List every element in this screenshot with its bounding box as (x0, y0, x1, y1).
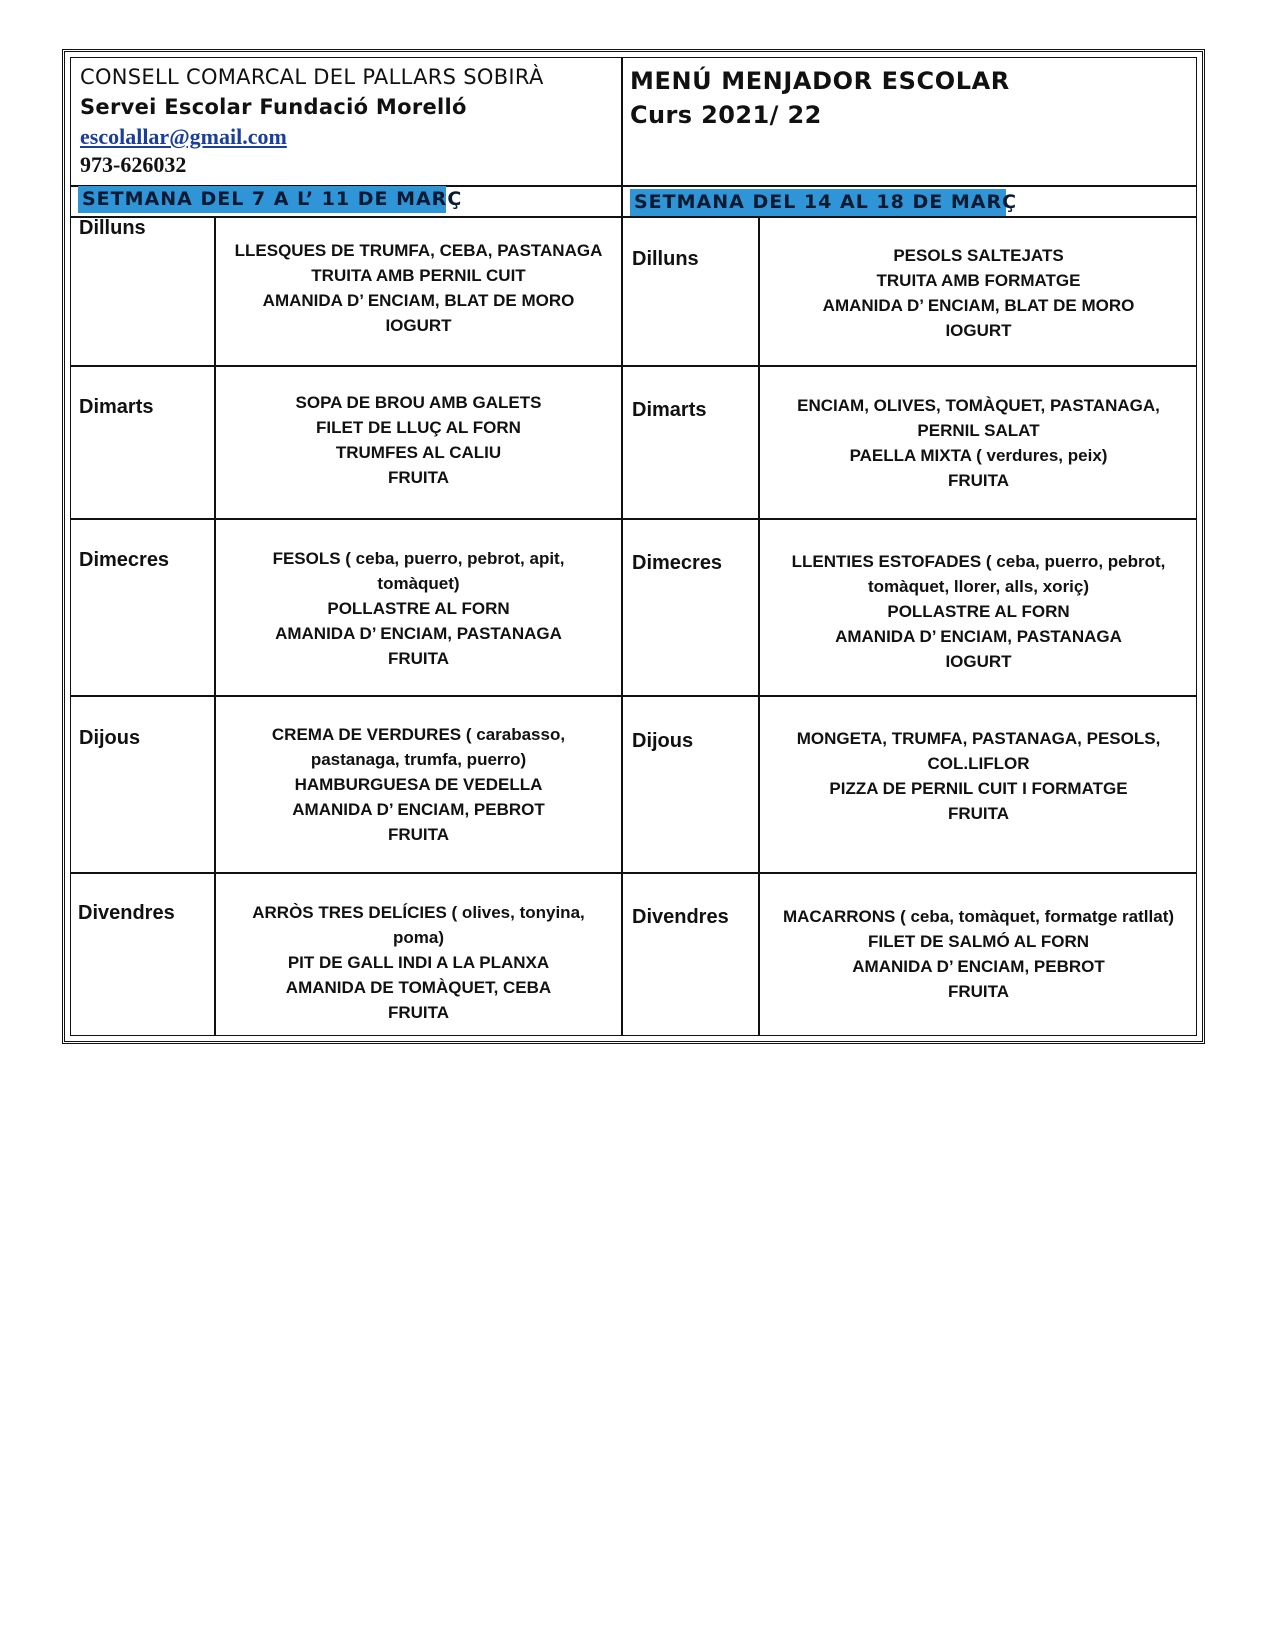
menu-line: FRUITA (387, 825, 450, 844)
menu-line: tomàquet) (377, 574, 460, 593)
menu-line: CREMA DE VERDURES ( carabasso, (271, 725, 566, 744)
menu-line: POLLASTRE AL FORN (887, 602, 1070, 621)
week-1-menu-wednesday (216, 546, 621, 671)
menu-line: FRUITA (387, 1003, 450, 1022)
header-org-block (80, 62, 620, 178)
menu-line: ENCIAM, OLIVES, TOMÀQUET, PASTANAGA, (797, 396, 1160, 415)
menu-line: IOGURT (945, 321, 1012, 340)
menu-line: COL.LIFLOR (927, 754, 1030, 773)
week-1-label: SETMANA DEL 7 A L’ 11 DE MARÇ (78, 186, 446, 213)
week-2-day-friday: Divendres (632, 906, 729, 928)
week-bar-divider (70, 216, 1197, 218)
menu-line: FRUITA (947, 804, 1010, 823)
menu-line: FILET DE LLUÇ AL FORN (316, 418, 521, 437)
week-2-day-tuesday: Dimarts (632, 399, 707, 421)
week-1-menu-friday (216, 900, 621, 1025)
week-1-day-friday: Divendres (78, 902, 175, 924)
menu-line: IOGURT (385, 316, 452, 335)
menu-line: FILET DE SALMÓ AL FORN (868, 932, 1089, 951)
week-1-day-monday: Dilluns (79, 217, 146, 239)
week-1-day-wednesday: Dimecres (79, 549, 170, 571)
week-1-day-thursday: Dijous (79, 727, 141, 749)
menu-line: FRUITA (387, 649, 450, 668)
menu-line: AMANIDA D’ ENCIAM, PEBROT (292, 800, 545, 819)
menu-line: MONGETA, TRUMFA, PASTANAGA, PESOLS, (796, 729, 1161, 748)
menu-line: tomàquet, llorer, alls, xoriç) (867, 577, 1090, 596)
center-divider (621, 57, 623, 1036)
menu-line: FRUITA (947, 982, 1010, 1001)
week-2-menu-wednesday (760, 549, 1197, 674)
menu-line: IOGURT (945, 652, 1012, 671)
menu-line: AMANIDA DE TOMÀQUET, CEBA (285, 978, 552, 997)
menu-line: pastanaga, trumfa, puerro) (310, 750, 527, 769)
row-divider-2 (70, 518, 1197, 520)
menu-title: MENÚ MENJADOR ESCOLAR (630, 67, 1010, 95)
menu-line: ARRÒS TRES DELÍCIES ( olives, tonyina, (252, 903, 585, 922)
week-2-label: SETMANA DEL 14 AL 18 DE MARÇ (630, 189, 1006, 216)
week-2-menu-friday (760, 904, 1197, 1004)
row-divider-1 (70, 365, 1197, 367)
week-1-day-tuesday: Dimarts (79, 396, 154, 418)
org-name: CONSELL COMARCAL DEL PALLARS SOBIRÀ (80, 65, 544, 89)
week-2-day-thursday: Dijous (632, 730, 694, 752)
week-2-day-wednesday: Dimecres (632, 552, 723, 574)
email-link[interactable]: escolallar@gmail.com (80, 124, 287, 149)
menu-line: AMANIDA D’ ENCIAM, PASTANAGA (275, 624, 562, 643)
menu-line: TRUITA AMB FORMATGE (876, 271, 1081, 290)
menu-line: FRUITA (387, 468, 450, 487)
menu-line: LLENTIES ESTOFADES ( ceba, puerro, pebrot, (791, 552, 1166, 571)
row-divider-4 (70, 872, 1197, 874)
menu-line: FESOLS ( ceba, puerro, pebrot, apit, (272, 549, 565, 568)
menu-line: PESOLS SALTEJATS (893, 246, 1064, 265)
header-title-block (630, 64, 1190, 132)
week-2-day-monday: Dilluns (632, 248, 699, 270)
course-year: Curs 2021/ 22 (630, 101, 822, 129)
menu-line: PERNIL SALAT (917, 421, 1040, 440)
menu-line: HAMBURGUESA DE VEDELLA (294, 775, 543, 794)
menu-line: AMANIDA D’ ENCIAM, PEBROT (852, 957, 1105, 976)
menu-line: PIT DE GALL INDI A LA PLANXA (287, 953, 550, 972)
menu-line: TRUITA AMB PERNIL CUIT (311, 266, 526, 285)
menu-line: FRUITA (947, 471, 1010, 490)
menu-line: poma) (393, 928, 444, 947)
row-divider-3 (70, 695, 1197, 697)
menu-line: PAELLA MIXTA ( verdures, peix) (849, 446, 1108, 465)
menu-line: AMANIDA D’ ENCIAM, BLAT DE MORO (262, 291, 575, 310)
phone-number: 973-626032 (80, 152, 187, 177)
menu-line: TRUMFES AL CALIU (335, 443, 502, 462)
menu-line: AMANIDA D’ ENCIAM, PASTANAGA (835, 627, 1122, 646)
menu-line: SOPA DE BROU AMB GALETS (295, 393, 542, 412)
menu-line: LLESQUES DE TRUMFA, CEBA, PASTANAGA (234, 241, 603, 260)
week-2-menu-monday (760, 243, 1197, 343)
week-1-menu-thursday (216, 722, 621, 847)
week-2-menu-tuesday (760, 393, 1197, 493)
service-name: Servei Escolar Fundació Morelló (80, 95, 467, 119)
menu-line: MACARRONS ( ceba, tomàquet, formatge ratllat) (782, 907, 1175, 926)
menu-line: AMANIDA D’ ENCIAM, BLAT DE MORO (822, 296, 1135, 315)
week-1-menu-monday (216, 238, 621, 338)
week-2-menu-thursday (760, 726, 1197, 826)
menu-line: POLLASTRE AL FORN (327, 599, 510, 618)
menu-line: PIZZA DE PERNIL CUIT I FORMATGE (829, 779, 1128, 798)
week-1-menu-tuesday (216, 390, 621, 490)
